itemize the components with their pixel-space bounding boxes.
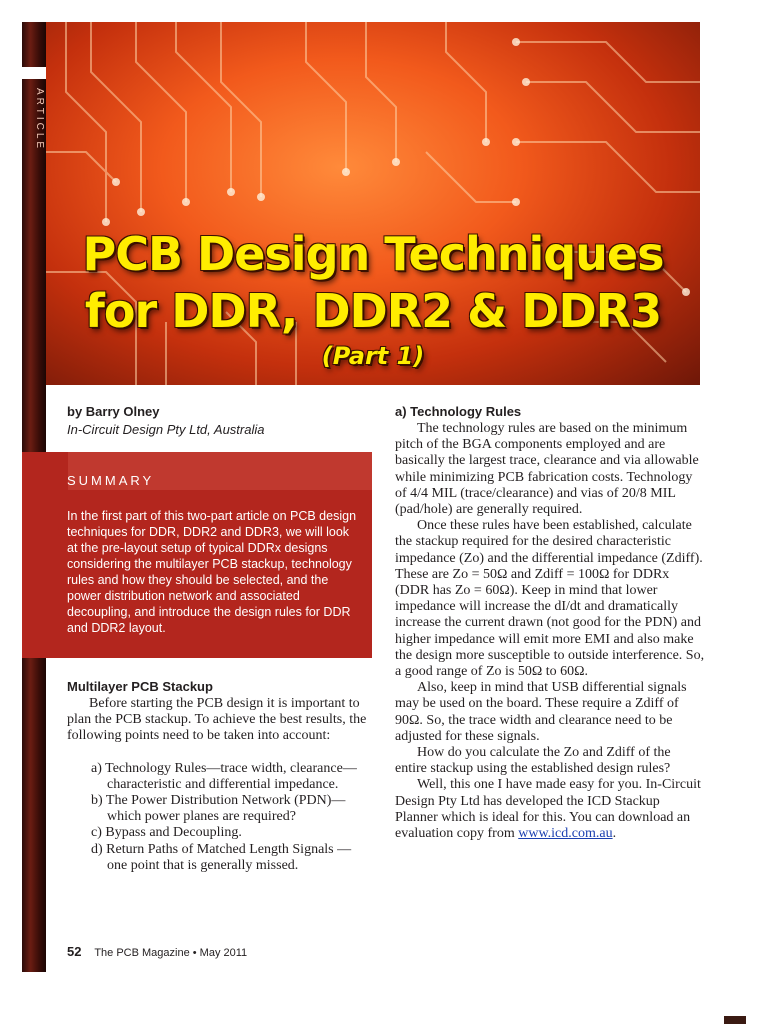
byline	[67, 403, 264, 439]
spine-label: ARTICLE	[34, 88, 45, 152]
list-item: a) Technology Rules—trace width, clearance—characteristic and differential impedance.	[91, 760, 357, 792]
publication-info: The PCB Magazine • May 2011	[94, 947, 248, 959]
article-subtitle: (Part 1)	[321, 342, 425, 370]
hero-banner	[46, 22, 700, 385]
summary-heading: SUMMARY	[67, 473, 155, 488]
list-item: b) The Power Distribution Network (PDN)— which power planes are required?	[91, 793, 346, 825]
paragraph: How do you calculate the Zo and Zdiff of the entire stackup using the established design rules?	[395, 745, 671, 777]
paragraph: Once these rules have been established, calculate the stackup required for the desired characteristic impedance (Zo) and the differential impedance (Zdiff). These are Zo = 50Ω and Zdiff = 100Ω for DDRx (DDR has Zo = 60Ω). Keep in mind that lower impedance will increase the dI/dt and dramatically increase the current drawn (not good for the PDN) and higher impedance will emit more EMI and also make the design more susceptible to outside interference. So, a good range of Zo is 50Ω to 60Ω.	[395, 518, 705, 680]
list-item: c) Bypass and Decoupling.	[91, 825, 242, 841]
summary-text: In the first part of this two-part article on PCB design techniques for DDR, DDR2 and DDR3, we will look at the pre-layout setup of typical DDRx designs considering the multilayer PCB stackup, technology rules and how they should be selected, and the power distribution network and associated decoupling, and introduce the design rules for DDR and DDR2 layout.	[67, 509, 357, 635]
page-number: 52	[67, 944, 82, 959]
list-item: d) Return Paths of Matched Length Signals —one point that is generally missed.	[91, 841, 352, 873]
right-column	[395, 403, 705, 842]
corner-mark	[724, 1016, 746, 1024]
stackup-points-list	[67, 761, 367, 874]
stackup-intro: Before starting the PCB design it is important to plan the PCB stackup. To achieve the best results, the following points need to be taken into account:	[67, 696, 367, 744]
paragraph	[395, 777, 705, 842]
section-heading-technology-rules: a) Technology Rules	[395, 404, 522, 419]
icd-website-link[interactable]: www.icd.com.au	[518, 826, 613, 842]
link-trailing-period: .	[612, 826, 617, 842]
paragraph: Also, keep in mind that USB differential signals may be used on the board. These require a Zdiff of 90Ω. So, the trace width and clearance need to be adjusted for these signals.	[395, 680, 687, 744]
paragraph: The technology rules are based on the minimum pitch of the BGA components employed and are basically the largest trace, clearance and via allowable while minimizing PCB fabrication costs. Technology of 4/4 MIL (trace/clearance) and vias of 20/8 MIL (pad/hole) are generally required.	[395, 421, 699, 518]
author-name: by Barry Olney	[67, 404, 160, 419]
paragraph-text: Well, this one I have made easy for you. In-Circuit Design Pty Ltd has developed the ICD Stackup Planner which is ideal for this. You can download an evaluation copy from	[395, 777, 701, 842]
article-title-line2: for DDR, DDR2 & DDR3	[84, 284, 662, 338]
section-heading-stackup: Multilayer PCB Stackup	[67, 679, 213, 694]
left-column	[67, 678, 367, 874]
author-affiliation: In-Circuit Design Pty Ltd, Australia	[67, 422, 265, 437]
article-title-line1: PCB Design Techniques	[82, 227, 664, 281]
page-footer	[67, 944, 247, 959]
